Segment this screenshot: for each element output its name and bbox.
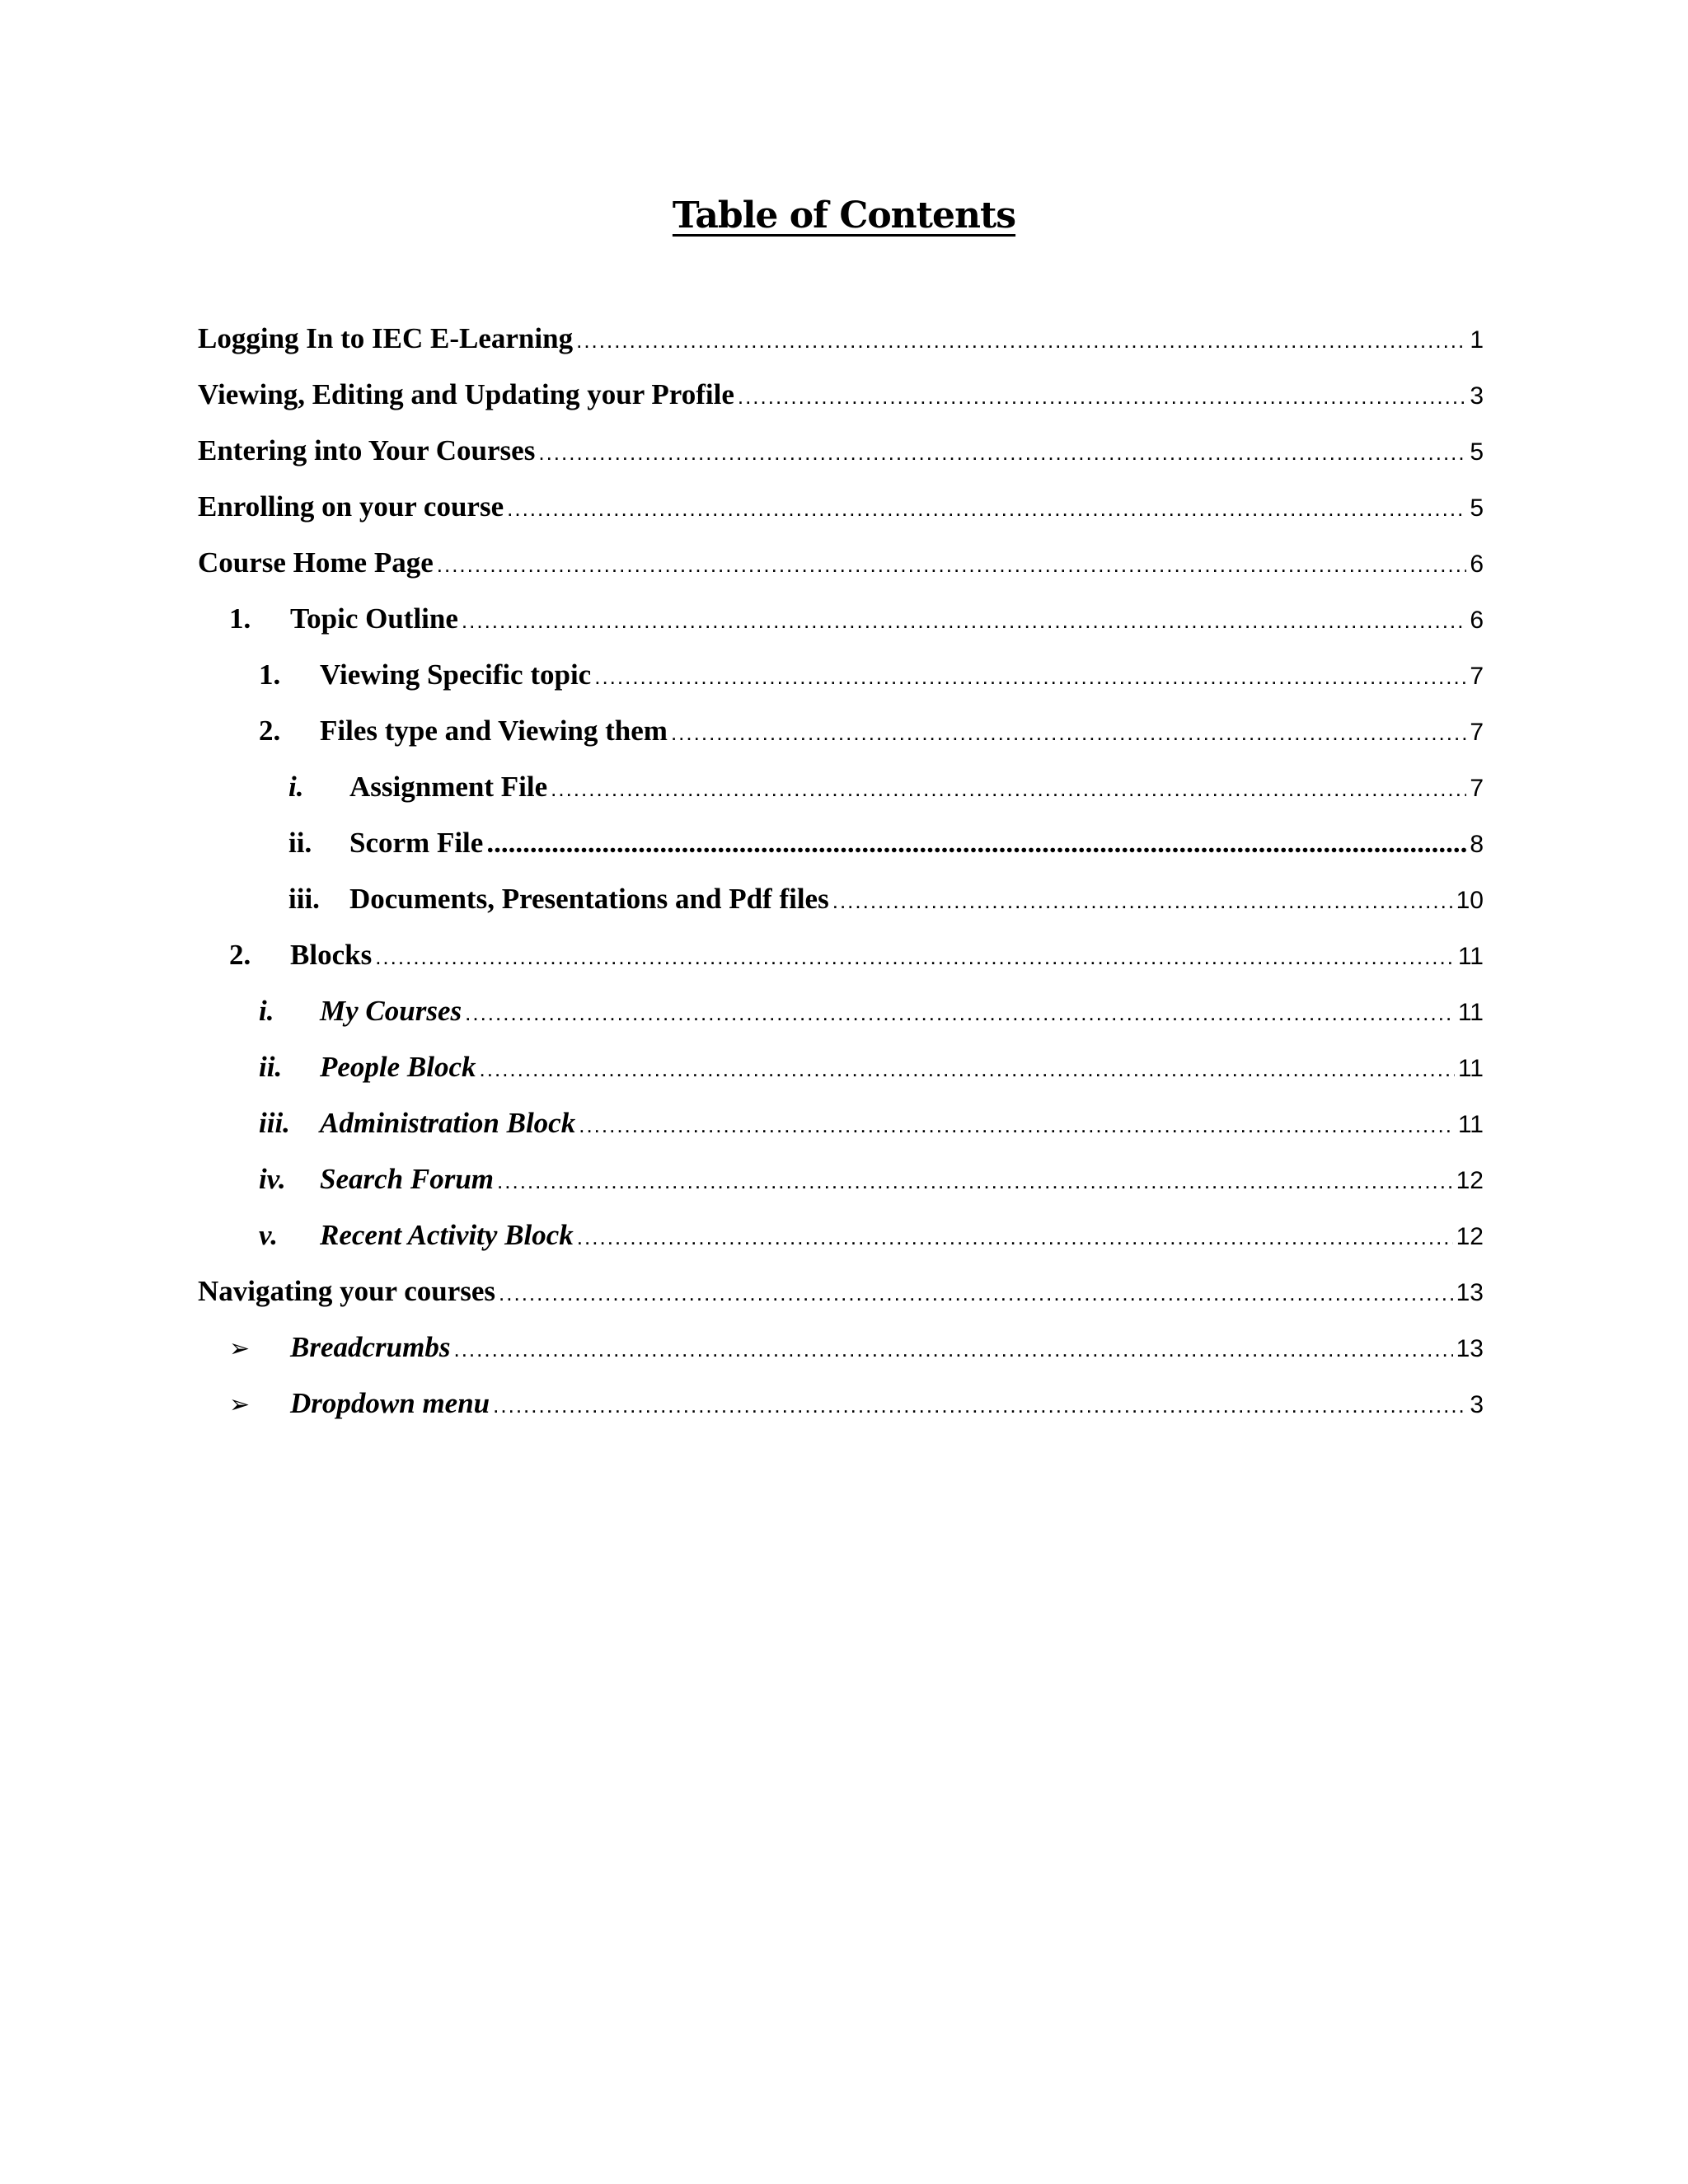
toc-entry-marker: iv. (259, 1163, 286, 1195)
toc-page-number: 13 (1456, 1335, 1484, 1362)
toc-entry-text: Logging In to IEC E-Learning (198, 322, 574, 354)
toc-entry[interactable] (198, 1212, 1484, 1268)
toc-entry[interactable] (198, 876, 1484, 932)
leader-dots (576, 317, 1466, 363)
toc-entry-marker: i. (288, 771, 304, 803)
leader-dots (465, 990, 1455, 1036)
leader-dots (493, 1382, 1466, 1428)
toc-page-number: 11 (1457, 943, 1484, 970)
leader-dots (497, 1158, 1453, 1204)
toc-entry[interactable] (198, 428, 1484, 484)
toc-entry[interactable] (198, 484, 1484, 540)
toc-entry-text: Topic Outline (290, 602, 458, 635)
toc-page-number: 3 (1470, 1391, 1484, 1418)
toc-entry[interactable] (198, 820, 1484, 876)
toc-entry[interactable] (198, 540, 1484, 596)
arrow-bullet-icon: ➢ (229, 1390, 251, 1419)
leader-dots (577, 1214, 1453, 1260)
toc-entry-marker: v. (259, 1219, 278, 1251)
toc-entry[interactable] (198, 1044, 1484, 1100)
toc-entry[interactable] (198, 708, 1484, 764)
leader-dots (671, 710, 1466, 756)
toc-entry[interactable] (198, 316, 1484, 372)
toc-page-number: 3 (1470, 382, 1484, 410)
toc-entry-text: Enrolling on your course (198, 490, 504, 523)
toc-entry-text: Viewing Specific topic (320, 658, 592, 691)
toc-entry-marker: ii. (259, 1051, 283, 1083)
toc-entry-text: My Courses (320, 995, 462, 1027)
toc-entry-marker: 1. (229, 602, 251, 635)
leader-dots (594, 654, 1466, 700)
toc-entry[interactable] (198, 932, 1484, 988)
leader-dots (538, 429, 1466, 476)
toc-entry-text: Files type and Viewing them (320, 715, 668, 747)
toc-page-number: 1 (1470, 326, 1484, 354)
toc-page-number: 7 (1470, 719, 1484, 746)
toc-entry-marker: ii. (288, 827, 312, 859)
leader-dots (486, 820, 1466, 866)
toc-entry-text: Assignment File (349, 771, 548, 803)
toc-entry[interactable] (198, 652, 1484, 708)
toc-page-number: 11 (1457, 1111, 1484, 1138)
toc-entry[interactable] (198, 1156, 1484, 1212)
toc-entry-text: Documents, Presentations and Pdf files (349, 883, 829, 915)
table-of-contents (198, 316, 1484, 1436)
toc-page-number: 5 (1470, 494, 1484, 522)
toc-page-number: 12 (1456, 1223, 1484, 1250)
leader-dots (453, 1326, 1452, 1372)
toc-entry-marker: 2. (229, 939, 251, 971)
toc-entry-text: Breadcrumbs (290, 1331, 451, 1363)
leader-dots (507, 485, 1466, 532)
toc-entry-text: Viewing, Editing and Updating your Profile (198, 378, 734, 410)
leader-dots (551, 766, 1466, 812)
toc-entry-text: Recent Activity Block (320, 1219, 574, 1251)
toc-entry-text: Course Home Page (198, 546, 434, 579)
toc-entry-marker: i. (259, 995, 274, 1027)
toc-entry-marker: iii. (259, 1107, 290, 1139)
toc-entry-text: Search Forum (320, 1163, 495, 1195)
toc-entry[interactable] (198, 1324, 1484, 1380)
toc-entry[interactable] (198, 372, 1484, 428)
toc-entry-text: Scorm File (349, 827, 484, 859)
leader-dots (738, 373, 1466, 419)
toc-entry[interactable] (198, 1268, 1484, 1324)
toc-page-number: 6 (1470, 551, 1484, 578)
toc-entry[interactable] (198, 988, 1484, 1044)
toc-entry-text: Administration Block (320, 1107, 576, 1139)
leader-dots (499, 1270, 1453, 1316)
leader-dots (480, 1046, 1455, 1092)
toc-page-number: 10 (1456, 887, 1484, 914)
toc-entry-text: Navigating your courses (198, 1275, 496, 1307)
toc-entry-marker: 1. (259, 658, 281, 691)
toc-entry[interactable] (198, 1380, 1484, 1436)
toc-entry[interactable] (198, 1100, 1484, 1156)
toc-entry[interactable] (198, 596, 1484, 652)
toc-entry-text: Dropdown menu (290, 1387, 490, 1419)
toc-page-number: 11 (1457, 999, 1484, 1026)
leader-dots (832, 878, 1453, 924)
arrow-bullet-icon: ➢ (229, 1334, 251, 1363)
toc-entry-text: People Block (320, 1051, 476, 1083)
toc-page-number: 11 (1457, 1055, 1484, 1082)
leader-dots (375, 934, 1455, 980)
toc-page-number: 7 (1470, 663, 1484, 690)
toc-page-number: 13 (1456, 1279, 1484, 1306)
toc-entry-marker: iii. (288, 883, 320, 915)
leader-dots (437, 541, 1467, 588)
toc-page-number: 5 (1470, 438, 1484, 466)
toc-page-number: 8 (1470, 831, 1484, 858)
toc-entry-text: Entering into Your Courses (198, 434, 536, 466)
leader-dots (462, 598, 1466, 644)
page-title: Table of Contents (672, 194, 1016, 237)
toc-page-number: 6 (1470, 607, 1484, 634)
toc-entry-marker: 2. (259, 715, 281, 747)
toc-entry-text: Blocks (290, 939, 373, 971)
toc-page-number: 12 (1456, 1167, 1484, 1194)
toc-page-number: 7 (1470, 775, 1484, 802)
leader-dots (579, 1102, 1455, 1148)
toc-entry[interactable] (198, 764, 1484, 820)
